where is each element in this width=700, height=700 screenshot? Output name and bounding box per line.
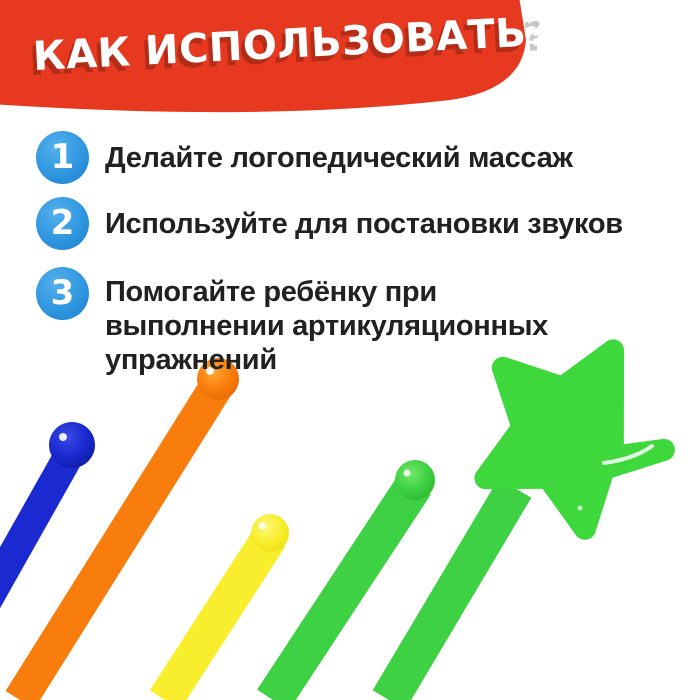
- green-ball-tip: [395, 460, 435, 500]
- instruction-item-3: [36, 267, 605, 377]
- instruction-text-3: Помогайте ребёнку при выполнении артикуляционных упражнений: [105, 276, 548, 376]
- instruction-text-2: Используйте для постановки звуков: [105, 207, 623, 240]
- number-badge-1: 1: [36, 131, 89, 184]
- banner-title: КАК ИСПОЛЬЗОВАТЬ?: [31, 8, 552, 80]
- star-tip-highlight: [578, 506, 583, 511]
- star-wand: [389, 350, 664, 700]
- number-badge-2: 2: [36, 197, 89, 250]
- number-badge-3: 3: [36, 267, 89, 320]
- instruction-text-1: Делайте логопедический массаж: [105, 141, 573, 174]
- yellow-ball-tip: [251, 514, 289, 552]
- instruction-item-2: [36, 197, 623, 250]
- yellow-ball-highlight: [259, 523, 266, 530]
- blue-ball-tip: [49, 422, 95, 468]
- instruction-item-1: [36, 131, 573, 184]
- blue-ball-highlight: [59, 433, 67, 441]
- green-ball-highlight: [404, 470, 411, 477]
